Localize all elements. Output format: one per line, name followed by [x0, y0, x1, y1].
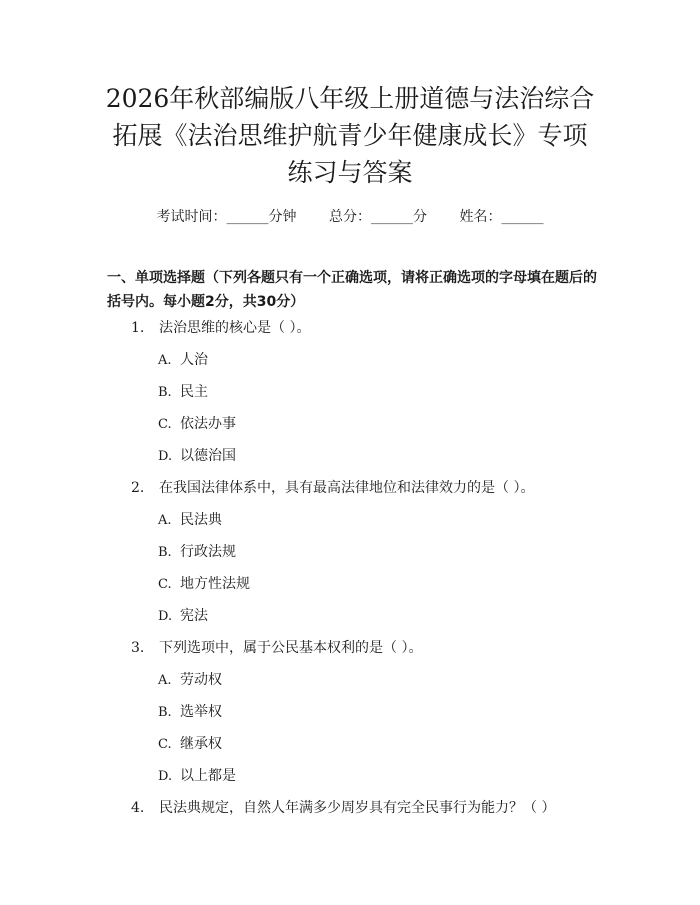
question-number: 1. [131, 320, 145, 336]
option-text: 以上都是 [180, 768, 236, 784]
option-letter: D. [158, 769, 173, 784]
option-letter: D. [158, 449, 173, 464]
option-text: 继承权 [180, 736, 222, 752]
question-number: 3. [131, 640, 145, 656]
question-text: 在我国法律体系中，具有最高法律地位和法律效力的是（ ）。 [159, 480, 535, 496]
option-text: 选举权 [180, 704, 222, 720]
option-2b [158, 542, 236, 563]
option-letter: A. [158, 513, 172, 528]
exam-score: 总分：______分 [329, 209, 427, 225]
question-number: 4. [131, 800, 145, 816]
option-1c [158, 414, 236, 435]
document-title [40, 80, 660, 191]
exam-time: 考试时间：______分钟 [156, 209, 297, 225]
question-text: 民法典规定，自然人年满多少周岁具有完全民事行为能力？（ ） [159, 800, 556, 816]
option-1a [158, 350, 208, 371]
option-text: 行政法规 [180, 544, 236, 560]
option-1d [158, 446, 236, 467]
question-number: 2. [131, 480, 145, 496]
option-letter: A. [158, 353, 172, 368]
question-2 [131, 478, 534, 498]
option-text: 劳动权 [180, 672, 222, 688]
title-line-3: 练习与答案 [287, 158, 413, 187]
option-text: 民法典 [180, 512, 222, 528]
exam-meta [0, 206, 700, 226]
option-text: 宪法 [180, 608, 208, 624]
option-letter: C. [158, 737, 172, 752]
option-3c [158, 734, 222, 755]
option-text: 民主 [180, 384, 208, 400]
question-text: 下列选项中，属于公民基本权利的是（ ）。 [159, 640, 423, 656]
exam-name: 姓名：______ [459, 209, 544, 225]
option-letter: C. [158, 417, 172, 432]
option-text: 以德治国 [180, 448, 236, 464]
question-3 [131, 638, 422, 658]
option-letter: B. [158, 385, 172, 400]
question-1 [131, 318, 310, 338]
option-2d [158, 606, 208, 627]
option-3a [158, 670, 222, 691]
option-letter: B. [158, 545, 172, 560]
option-2a [158, 510, 222, 531]
section-heading: 一、单项选择题（下列各题只有一个正确选项，请将正确选项的字母填在题后的括号内。每小题2分，共30分） [107, 270, 597, 310]
title-line-2: 拓展《法治思维护航青少年健康成长》专项 [112, 121, 588, 150]
option-3d [158, 766, 236, 787]
question-4 [131, 798, 555, 818]
option-text: 依法办事 [180, 416, 236, 432]
option-letter: A. [158, 673, 172, 688]
title-line-1: 2026年秋部编版八年级上册道德与法治综合 [105, 84, 595, 113]
option-2c [158, 574, 250, 595]
option-text: 地方性法规 [180, 576, 250, 592]
option-letter: B. [158, 705, 172, 720]
option-3b [158, 702, 222, 723]
option-letter: D. [158, 609, 173, 624]
question-text: 法治思维的核心是（ ）。 [159, 320, 311, 336]
option-text: 人治 [180, 352, 208, 368]
option-letter: C. [158, 577, 172, 592]
option-1b [158, 382, 208, 403]
